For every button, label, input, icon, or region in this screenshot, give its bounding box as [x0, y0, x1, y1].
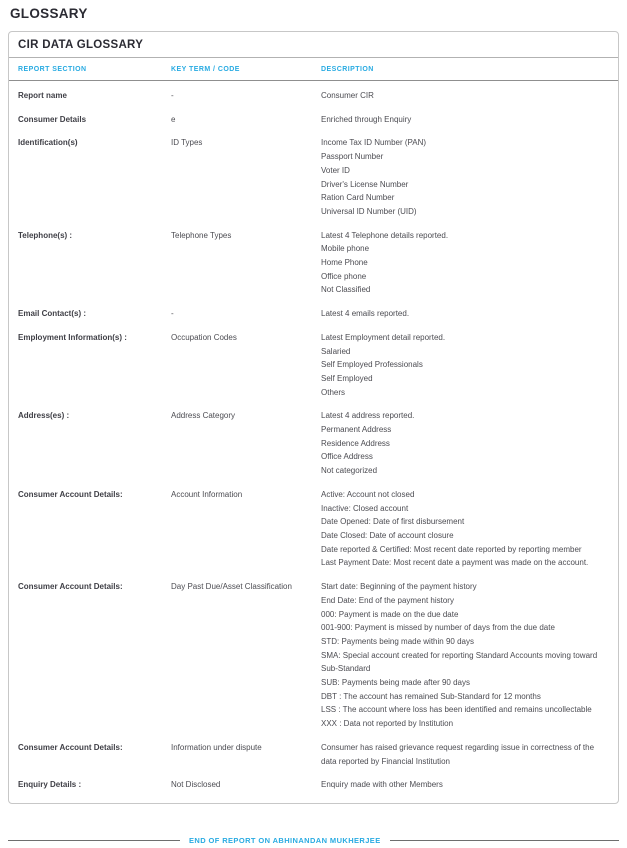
description-line: Enriched through Enquiry	[321, 114, 412, 124]
description-line: Not Classified	[321, 285, 371, 295]
description-line: STD: Payments being made within 90 days	[321, 636, 474, 646]
column-header-description: DESCRIPTION	[321, 66, 374, 73]
description-cell	[321, 409, 609, 478]
description-line: Latest Employment detail reported.	[321, 332, 446, 342]
description-line: Others	[321, 387, 346, 397]
description-line: Date Closed: Date of account closure	[321, 530, 454, 540]
key-term-cell: -	[171, 309, 174, 319]
key-term-cell: Day Past Due/Asset Classification	[171, 582, 292, 592]
description-line: Active: Account not closed	[321, 489, 415, 499]
card-title: CIR DATA GLOSSARY	[9, 32, 618, 58]
description-line: Mobile phone	[321, 244, 370, 254]
description-line: Not categorized	[321, 466, 378, 476]
description-line: Driver's License Number	[321, 179, 409, 189]
description-line: Start date: Beginning of the payment history	[321, 582, 477, 592]
key-term-cell: Account Information	[171, 489, 243, 499]
glossary-rows	[9, 81, 618, 803]
column-header-key-term: KEY TERM / CODE	[171, 66, 240, 73]
report-section-cell: Consumer Details	[18, 114, 87, 124]
report-section-cell: Enquiry Details :	[18, 780, 82, 790]
description-line: Latest 4 address reported.	[321, 411, 415, 421]
key-term-cell: Information under dispute	[171, 742, 262, 752]
description-cell	[321, 89, 609, 103]
report-section-cell: Address(es) :	[18, 411, 70, 421]
description-line: Ration Card Number	[321, 193, 395, 203]
column-header-row	[9, 58, 618, 81]
description-line: Self Employed Professionals	[321, 360, 423, 370]
description-cell	[321, 113, 609, 127]
description-line: Office Address	[321, 452, 373, 462]
description-line: Passport Number	[321, 152, 384, 162]
key-term-cell: Address Category	[171, 411, 236, 421]
description-line: Permanent Address	[321, 425, 392, 435]
description-cell	[321, 331, 609, 400]
key-term-cell: e	[171, 114, 176, 124]
key-term-cell: Telephone Types	[171, 230, 232, 240]
column-header-report-section: REPORT SECTION	[18, 66, 87, 73]
description-line: Residence Address	[321, 438, 390, 448]
description-line: End Date: End of the payment history	[321, 595, 454, 605]
glossary-card	[8, 31, 619, 804]
description-line: Last Payment Date: Most recent date a payment was made on the account.	[321, 558, 589, 568]
key-term-cell: ID Types	[171, 138, 203, 148]
description-line: Universal ID Number (UID)	[321, 206, 417, 216]
description-line: Date reported & Certified: Most recent date reported by reporting member	[321, 544, 582, 554]
report-section-cell: Identification(s)	[18, 138, 78, 148]
description-line: Income Tax ID Number (PAN)	[321, 138, 427, 148]
table-row	[18, 131, 609, 223]
report-section-cell: Consumer Account Details:	[18, 582, 123, 592]
table-row	[18, 736, 609, 773]
description-cell	[321, 778, 609, 792]
description-cell	[321, 741, 609, 768]
report-section-cell: Consumer Account Details:	[18, 742, 123, 752]
description-cell	[321, 229, 609, 298]
report-section-cell: Report name	[18, 91, 67, 100]
table-row	[18, 108, 609, 132]
report-section-cell: Email Contact(s) :	[18, 309, 87, 319]
table-row	[18, 404, 609, 483]
key-term-cell: Not Disclosed	[171, 780, 221, 790]
key-term-cell: Occupation Codes	[171, 332, 237, 342]
description-line: SUB: Payments being made after 90 days	[321, 678, 470, 688]
description-line: Voter ID	[321, 165, 350, 175]
description-cell	[321, 136, 609, 218]
description-line: Consumer CIR	[321, 91, 374, 100]
description-line: SMA: Special account created for reporting Standard Accounts moving toward Sub-Standard	[321, 650, 598, 674]
footer-divider-right	[390, 840, 619, 841]
description-line: 001-900: Payment is missed by number of days from the due date	[321, 623, 555, 633]
description-line: Date Opened: Date of first disbursement	[321, 517, 465, 527]
end-of-report-text: END OF REPORT ON ABHINANDAN MUKHERJEE	[189, 835, 381, 845]
table-row	[18, 326, 609, 405]
table-row	[18, 302, 609, 326]
description-line: Enquiry made with other Members	[321, 780, 443, 790]
description-line: DBT : The account has remained Sub-Standard for 12 months	[321, 691, 541, 701]
report-section-cell: Employment Information(s) :	[18, 332, 127, 342]
description-line: Latest 4 Telephone details reported.	[321, 230, 449, 240]
end-of-report-footer	[8, 836, 619, 845]
description-line: Self Employed	[321, 373, 373, 383]
page-title: GLOSSARY	[10, 6, 88, 21]
description-line: LSS : The account where loss has been identified and remains uncollectable	[321, 705, 592, 715]
table-row	[18, 483, 609, 575]
table-row	[18, 84, 609, 108]
report-section-cell: Consumer Account Details:	[18, 489, 123, 499]
description-cell	[321, 488, 609, 570]
footer-divider-left	[8, 840, 180, 841]
description-line: XXX : Data not reported by Institution	[321, 719, 454, 729]
description-line: 000: Payment is made on the due date	[321, 609, 459, 619]
description-cell	[321, 307, 609, 321]
description-line: Inactive: Closed account	[321, 503, 409, 513]
description-line: Latest 4 emails reported.	[321, 309, 410, 319]
table-row	[18, 224, 609, 303]
description-line: Office phone	[321, 271, 367, 281]
report-section-cell: Telephone(s) :	[18, 230, 73, 240]
table-row	[18, 575, 609, 736]
description-cell	[321, 580, 609, 731]
description-line: Salaried	[321, 346, 351, 356]
key-term-cell: -	[171, 91, 174, 100]
description-line: Consumer has raised grievance request regarding issue in correctness of the data reported by Financial Institution	[321, 742, 595, 766]
table-row	[18, 773, 609, 797]
description-line: Home Phone	[321, 258, 368, 268]
